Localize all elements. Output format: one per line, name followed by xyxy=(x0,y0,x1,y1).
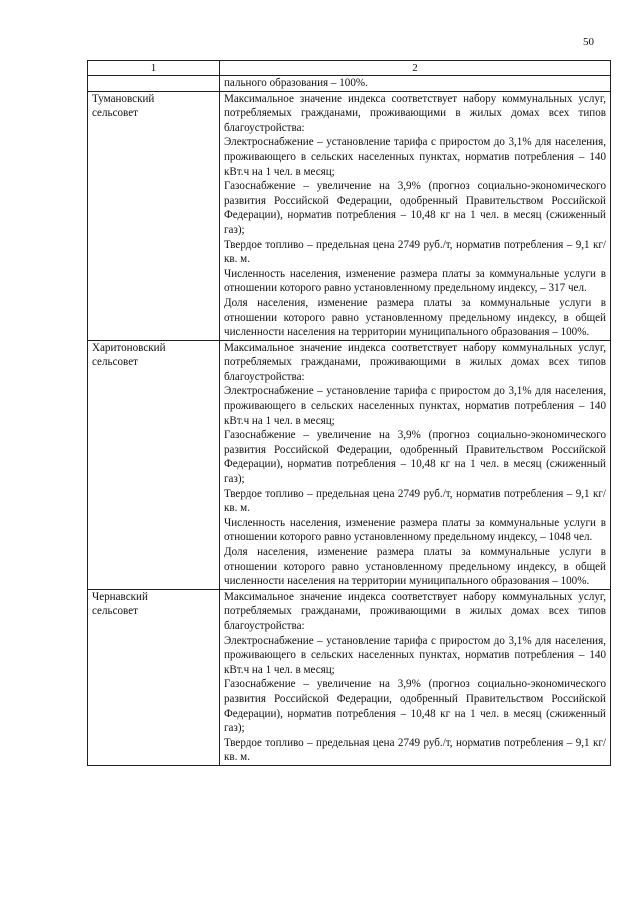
paragraph-electricity: Электроснабжение – установление тарифа с приростом до 3,1% для населения, проживающего в сельских населенных пунктах, норматив потребления – 140 кВт.ч на 1 чел. в месяц; xyxy=(224,634,606,676)
paragraph-index-intro: Максимальное значение индекса соответствует набору коммунальных услуг, потребляемых гражданами, проживающими в жилых домах всех типов благоустройства: xyxy=(224,590,606,632)
region-name: Тумановский сельсовет xyxy=(88,91,220,340)
table-row xyxy=(88,589,611,765)
paragraph-solid-fuel: Твердое топливо – предельная цена 2749 руб./т, норматив потребления – 9,1 кг/кв. м. xyxy=(224,487,606,515)
region-description xyxy=(220,340,611,589)
paragraph-gas: Газоснабжение – увеличение на 3,9% (прогноз социально-экономического развития Российской Федерации, одобренный Правительством Российской Федерации), норматив потребления – 10,48 кг на 1 чел. в месяц (сжиженный газ); xyxy=(224,678,606,735)
region-name: Чернавский сельсовет xyxy=(88,589,220,765)
paragraph-solid-fuel: Твердое топливо – предельная цена 2749 руб./т, норматив потребления – 9,1 кг/кв. м. xyxy=(224,736,606,764)
region-name xyxy=(88,76,220,92)
paragraph-population: Численность населения, изменение размера платы за коммунальные услуги в отношении которого равно установленному предельному индексу, – 1048 чел. xyxy=(224,516,606,544)
paragraph-population: Численность населения, изменение размера платы за коммунальные услуги в отношении которого равно установленному предельному индексу, – 317 чел. xyxy=(224,267,606,295)
table-row xyxy=(88,340,611,589)
paragraph-population-share: Доля населения, изменение размера платы за коммунальные услуги в отношении которого равно установленному предельному индексу, в общей численности населения на территории муниципального образования – 100%. xyxy=(224,296,606,339)
table-row xyxy=(88,76,611,92)
table-header-row xyxy=(88,61,611,76)
paragraph-population-share: Доля населения, изменение размера платы за коммунальные услуги в отношении которого равно установленному предельному индексу, в общей численности населения на территории муниципального образования – 100%. xyxy=(224,546,606,588)
region-name: Харитоновский сельсовет xyxy=(88,340,220,589)
region-description xyxy=(220,76,611,92)
column-header-2: 2 xyxy=(220,61,611,76)
column-header-1: 1 xyxy=(88,61,220,76)
paragraph-gas: Газоснабжение – увеличение на 3,9% (прогноз социально-экономического развития Российской Федерации, одобренный Правительством Российской Федерации), норматив потребления – 10,48 кг на 1 чел. в месяц (сжиженный газ); xyxy=(224,180,606,236)
paragraph-electricity: Электроснабжение – установление тарифа с приростом до 3,1% для населения, проживающего в сельских населенных пунктах, норматив потребления – 140 кВт.ч на 1 чел. в месяц; xyxy=(224,385,606,427)
region-description xyxy=(220,91,611,340)
table-row xyxy=(88,91,611,340)
paragraph-solid-fuel: Твердое топливо – предельная цена 2749 руб./т, норматив потребления – 9,1 кг/кв. м. xyxy=(224,238,606,266)
paragraph-index-intro: Максимальное значение индекса соответствует набору коммунальных услуг, потребляемых гражданами, проживающими в жилых домах всех типов благоустройства: xyxy=(224,92,606,134)
region-description xyxy=(220,589,611,765)
paragraph-gas: Газоснабжение – увеличение на 3,9% (прогноз социально-экономического развития Российской Федерации, одобренный Правительством Российской Федерации), норматив потребления – 10,48 кг на 1 чел. в месяц (сжиженный газ); xyxy=(224,429,606,486)
paragraph-electricity: Электроснабжение – установление тарифа с приростом до 3,1% для населения, проживающего в сельских населенных пунктах, норматив потребления – 140 кВт.ч на 1 чел. в месяц; xyxy=(224,136,606,178)
page-number: 50 xyxy=(583,36,594,48)
paragraph: пального образования – 100%. xyxy=(224,77,368,89)
document-table xyxy=(87,60,611,766)
paragraph-index-intro: Максимальное значение индекса соответствует набору коммунальных услуг, потребляемых гражданами, проживающими в жилых домах всех типов благоустройства: xyxy=(224,341,606,383)
